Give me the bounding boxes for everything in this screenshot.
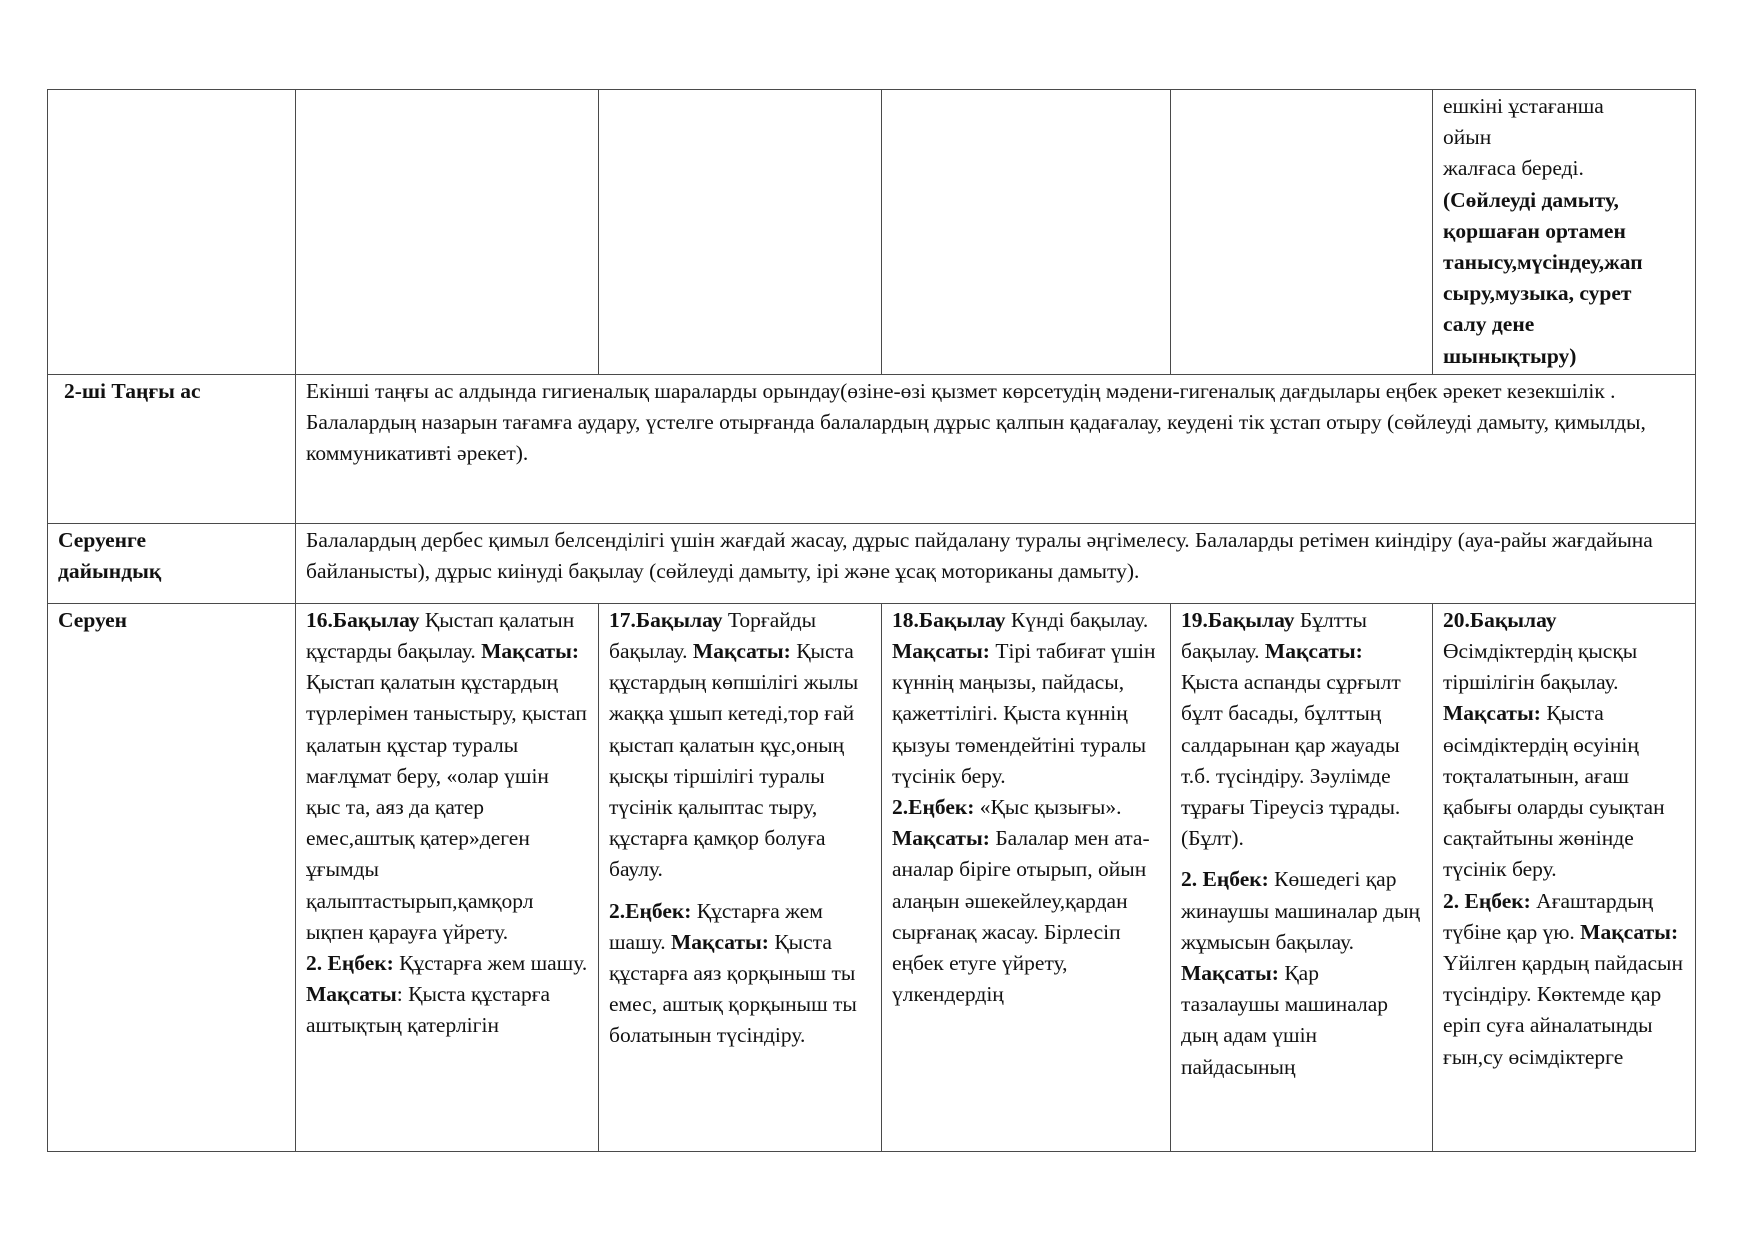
walk-cell-day2 — [599, 603, 882, 1151]
work-goal-text: Үйілген қардың пайдасын түсіндіру. Көктемде қар еріп суға айналатынды ғын,су өсімдіктерге — [1443, 951, 1683, 1069]
goal-text: Қыста өсімдіктердің өсуінің тоқталатынын, ағаш қабығы оларды суықтан сақтайтыны жөнінде түсінік беру. — [1443, 701, 1665, 882]
work-goal-label: Мақсаты: — [671, 929, 769, 954]
work-goal-label: Мақсаты: — [1580, 919, 1679, 944]
table-row-walk-preparation — [48, 523, 1696, 603]
continuation-bold-line: қоршаған ортамен — [1443, 218, 1626, 243]
work-goal-label: Мақсаты: — [892, 826, 990, 851]
row-label-walk-preparation — [48, 523, 296, 603]
row-label-line: дайындық — [58, 559, 162, 584]
work-title: 2.Еңбек: — [892, 795, 975, 820]
continuation-line: ойын — [1443, 125, 1492, 150]
work-text: «Қыс қызығы». — [974, 795, 1122, 820]
continuation-line: жалғаса береді. — [1443, 156, 1584, 181]
work-goal-text: Қар тазалаушы машиналар дың адам үшін пайдасының — [1181, 961, 1389, 1079]
cell-empty-day2 — [599, 90, 882, 375]
continuation-bold-line: сыру,музыка, сурет — [1443, 281, 1632, 306]
work-title: 2.Еңбек: — [609, 898, 692, 923]
continuation-bold-line: шынықтыру) — [1443, 343, 1577, 368]
observation-text: Қыстап қалатын құстарды бақылау. — [306, 607, 575, 664]
work-text: Құстарға жем шашу. — [609, 898, 823, 954]
goal-text: Тірі табиғат үшін күннің маңызы, пайдасы, қажеттілігі. Қыста күннің қызуы төмендейтіні туралы түсінік беру. — [892, 639, 1156, 788]
continuation-line: ешкіні ұстағанша — [1443, 94, 1604, 118]
work-text: Құстарға жем шашу. — [393, 951, 588, 976]
observation-title: 19.Бақылау — [1181, 607, 1295, 632]
daily-plan-table — [47, 89, 1696, 1152]
goal-label: Мақсаты: — [481, 639, 580, 664]
work-title: 2. Еңбек: — [306, 951, 394, 976]
table-row-continuation — [48, 90, 1696, 375]
walk-cell-day4 — [1171, 603, 1433, 1151]
goal-label: Мақсаты: — [892, 639, 990, 664]
cell-empty-label — [48, 90, 296, 375]
work-text: Көшедегі қар жинаушы машиналар дың жұмысын бақылау. — [1181, 867, 1421, 954]
cell-continuation-day5 — [1433, 90, 1696, 375]
work-goal-text: : Қыста құстарға аштықтың қатерлігін — [306, 982, 551, 1038]
observation-text: Торғайды бақылау. — [609, 607, 817, 664]
walk-cell-day1 — [296, 603, 599, 1151]
table-row-second-breakfast — [48, 374, 1696, 523]
work-goal-label: Мақсаты — [306, 982, 397, 1007]
row-label-second-breakfast: 2-ші Таңғы ас — [48, 374, 296, 523]
walk-preparation-text: Балалардың дербес қимыл белсенділігі үшін жағдай жасау, дұрыс пайдалану туралы әңгімелесу. Балаларды ретімен киіндіру (ауа-райы жағдайына байланысты), дұрыс киінуді бақылау (сөйлеуді дамыту, ірі және ұсақ моториканы дамыту). — [296, 523, 1696, 603]
observation-text: Өсімдіктердің қысқы тіршілігін бақылау. — [1443, 639, 1638, 695]
work-title: 2. Еңбек: — [1443, 888, 1531, 913]
goal-text: Қыста құстардың көпшілігі жылы жаққа ұшып кетеді,тор ғай қыстап қалатын құс,оның қысқы тіршілігі туралы түсінік қалыптас тыру, құстарға қамқор болуға баулу. — [609, 639, 859, 882]
row-label-walk: Серуен — [48, 603, 296, 1151]
goal-label: Мақсаты: — [1264, 639, 1363, 664]
second-breakfast-text: Екінші таңғы ас алдында гигиеналық шараларды орындау(өзіне-өзі қызмет көрсетудің мәдени-гигеналық дағдылары еңбек әрекет кезекшілік . Балалардың назарын тағамға аудару, үстелге отырғанда балалардың дұрыс қалпын қадағалау, кеудені тік ұстап отыру (сөйлеуді дамыту, қимылды, коммуникативті әрекет). — [296, 374, 1696, 523]
goal-text: Қыстап қалатын құстардың түрлерімен таныстыру, қыстап қалатын құстар туралы мағлұмат беру, «олар үшін қыс та, аяз да қатер емес,аштық қатер»деген ұғымды қалыптастырып,қамқорл ықпен қарауға үйрету. — [306, 670, 587, 944]
walk-cell-day5 — [1433, 603, 1696, 1151]
work-text: Ағаштардың түбіне қар үю. — [1443, 888, 1654, 944]
work-goal-label: Мақсаты: — [1181, 961, 1279, 986]
continuation-bold-line: (Сөйлеуді дамыту, — [1443, 187, 1619, 212]
goal-text: Қыста аспанды сұрғылт бұлт басады, бұлттың салдарынан қар жауады т.б. түсіндіру. Зәулімде тұрағы Тіреусіз тұрады. (Бұлт). — [1181, 670, 1401, 851]
work-goal-text: Қыста құстарға аяз қорқыныш ты емес, аштық қорқыныш ты болатынын түсіндіру. — [609, 929, 857, 1048]
row-label-line: Серуенге — [58, 527, 147, 552]
walk-cell-day3 — [882, 603, 1171, 1151]
cell-empty-day3 — [882, 90, 1171, 375]
observation-title: 17.Бақылау — [609, 607, 723, 632]
work-title: 2. Еңбек: — [1181, 867, 1269, 892]
goal-label: Мақсаты: — [692, 639, 791, 664]
observation-title: 20.Бақылау — [1443, 607, 1557, 632]
cell-empty-day4 — [1171, 90, 1433, 375]
goal-label: Мақсаты: — [1443, 701, 1541, 726]
continuation-bold-line: салу дене — [1443, 312, 1535, 337]
observation-title: 16.Бақылау — [306, 607, 420, 632]
table-row-walk — [48, 603, 1696, 1151]
work-goal-text: Балалар мен ата-аналар біріге отырып, ойын алаңын әшекейлеу,қардан сырғанақ жасау. Бірлесіп еңбек етуге үйрету, үлкендердің — [892, 826, 1150, 1007]
observation-text: Күнді бақылау. — [1005, 607, 1149, 632]
cell-empty-day1 — [296, 90, 599, 375]
observation-title: 18.Бақылау — [892, 607, 1006, 632]
observation-text: Бұлтты бақылау. — [1181, 607, 1367, 664]
continuation-bold-line: танысу,мүсіндеу,жап — [1443, 250, 1643, 275]
